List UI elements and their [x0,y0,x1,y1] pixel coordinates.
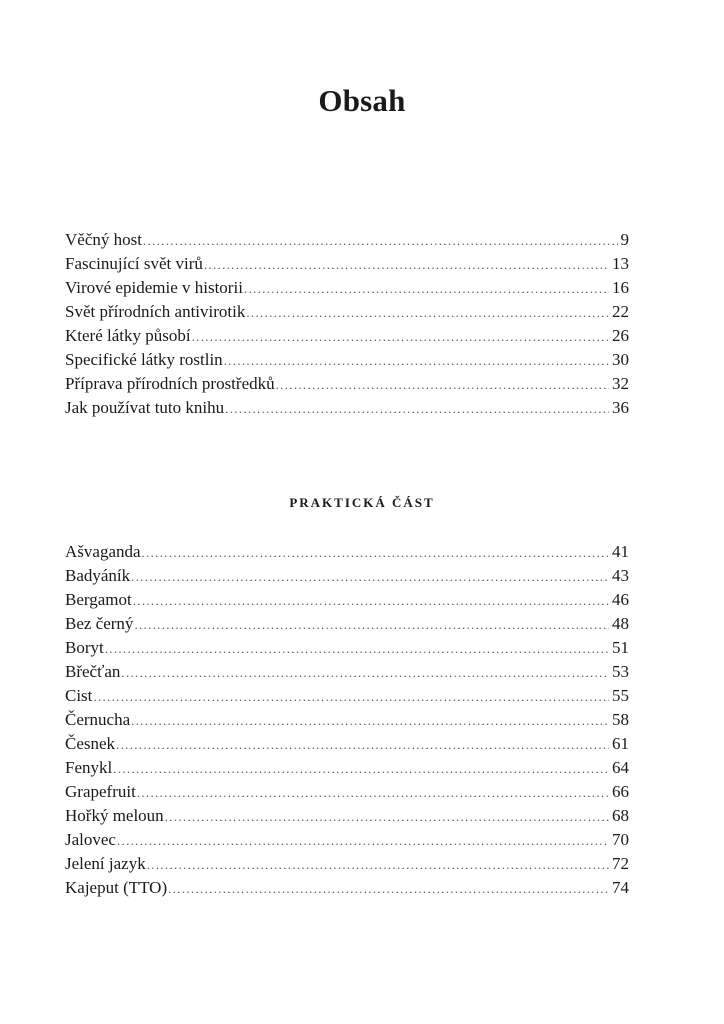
toc-leader-dots [137,781,609,805]
toc-entry-page: 13 [612,254,629,273]
toc-entry-label: Břečťan [65,662,121,681]
toc-entry-page: 74 [612,878,629,897]
toc-leader-dots [143,229,618,253]
toc-entry-page: 9 [620,230,629,249]
toc-entry-page: 51 [612,638,629,657]
toc-entry[interactable] [65,852,629,876]
page-title: Obsah [318,82,406,118]
toc-leader-dots [131,565,609,589]
toc-entry[interactable] [65,804,629,828]
toc-entry-label: Ašvaganda [65,542,141,561]
toc-entry[interactable] [65,756,629,780]
toc-entry[interactable] [65,324,629,348]
toc-entry-label: Česnek [65,734,116,753]
toc-entry-page: 16 [612,278,629,297]
toc-entry-label: Badyáník [65,566,131,585]
toc-leader-dots [165,805,609,829]
toc-leader-dots [116,733,609,757]
toc-leader-dots [244,277,609,301]
toc-entry[interactable] [65,876,629,900]
toc-entry[interactable] [65,636,629,660]
toc-entry-page: 72 [612,854,629,873]
toc-leader-dots [105,637,609,661]
toc-entry-label: Cist [65,686,93,705]
toc-entry-label: Bez černý [65,614,134,633]
toc-entry-label: Jalovec [65,830,116,849]
toc-entry-page: 48 [612,614,629,633]
toc-entry[interactable] [65,228,629,252]
toc-leader-dots [131,709,609,733]
toc-entry[interactable] [65,372,629,396]
toc-entry[interactable] [65,708,629,732]
toc-entry-page: 43 [612,566,629,585]
toc-entry[interactable] [65,780,629,804]
toc-entry-label: Hořký meloun [65,806,164,825]
toc-main-list [65,228,629,420]
toc-entry[interactable] [65,348,629,372]
toc-leader-dots [147,853,609,877]
toc-leader-dots [192,325,609,349]
toc-entry-label: Jelení jazyk [65,854,146,873]
toc-entry-label: Grapefruit [65,782,136,801]
toc-entry[interactable] [65,828,629,852]
toc-entry-page: 32 [612,374,629,393]
toc-entry-label: Virové epidemie v historii [65,278,243,297]
toc-entry-label: Boryt [65,638,104,657]
toc-leader-dots [142,541,609,565]
toc-entry[interactable] [65,252,629,276]
toc-entry[interactable] [65,684,629,708]
toc-leader-dots [134,613,609,637]
toc-entry-page: 66 [612,782,629,801]
toc-entry-page: 36 [612,398,629,417]
toc-entry[interactable] [65,660,629,684]
toc-leader-dots [246,301,609,325]
toc-entry[interactable] [65,300,629,324]
toc-entry-page: 68 [612,806,629,825]
toc-entry-label: Fenykl [65,758,113,777]
toc-entry-label: Věčný host [65,230,142,249]
toc-entry-page: 41 [612,542,629,561]
toc-entry-page: 64 [612,758,629,777]
toc-entry-page: 30 [612,350,629,369]
toc-leader-dots [276,373,609,397]
toc-entry-page: 58 [612,710,629,729]
toc-entry-page: 53 [612,662,629,681]
toc-entry[interactable] [65,276,629,300]
toc-leader-dots [204,253,609,277]
toc-entry-page: 61 [612,734,629,753]
toc-leader-dots [117,829,609,853]
toc-leader-dots [121,661,609,685]
toc-entry-label: Příprava přírodních prostředků [65,374,275,393]
toc-leader-dots [225,397,609,421]
toc-entry-page: 22 [612,302,629,321]
toc-entry[interactable] [65,588,629,612]
toc-entry[interactable] [65,396,629,420]
toc-leader-dots [224,349,609,373]
toc-entry[interactable] [65,732,629,756]
toc-entry-label: Kajeput (TTO) [65,878,168,897]
toc-entry-page: 46 [612,590,629,609]
toc-entry-label: Které látky působí [65,326,191,345]
toc-entry-label: Specifické látky rostlin [65,350,223,369]
toc-practical-list [65,540,629,900]
section-heading: PRAKTICKÁ ČÁST [289,494,435,510]
toc-leader-dots [133,589,609,613]
toc-entry-page: 70 [612,830,629,849]
toc-entry-label: Černucha [65,710,131,729]
toc-entry[interactable] [65,564,629,588]
toc-leader-dots [168,877,609,901]
toc-entry-label: Jak používat tuto knihu [65,398,225,417]
toc-entry-page: 26 [612,326,629,345]
toc-entry-label: Fascinující svět virů [65,254,203,273]
toc-leader-dots [113,757,609,781]
toc-entry[interactable] [65,540,629,564]
toc-entry-label: Bergamot [65,590,132,609]
toc-entry-label: Svět přírodních antivirotik [65,302,246,321]
toc-entry-page: 55 [612,686,629,705]
toc-leader-dots [93,685,609,709]
toc-entry[interactable] [65,612,629,636]
